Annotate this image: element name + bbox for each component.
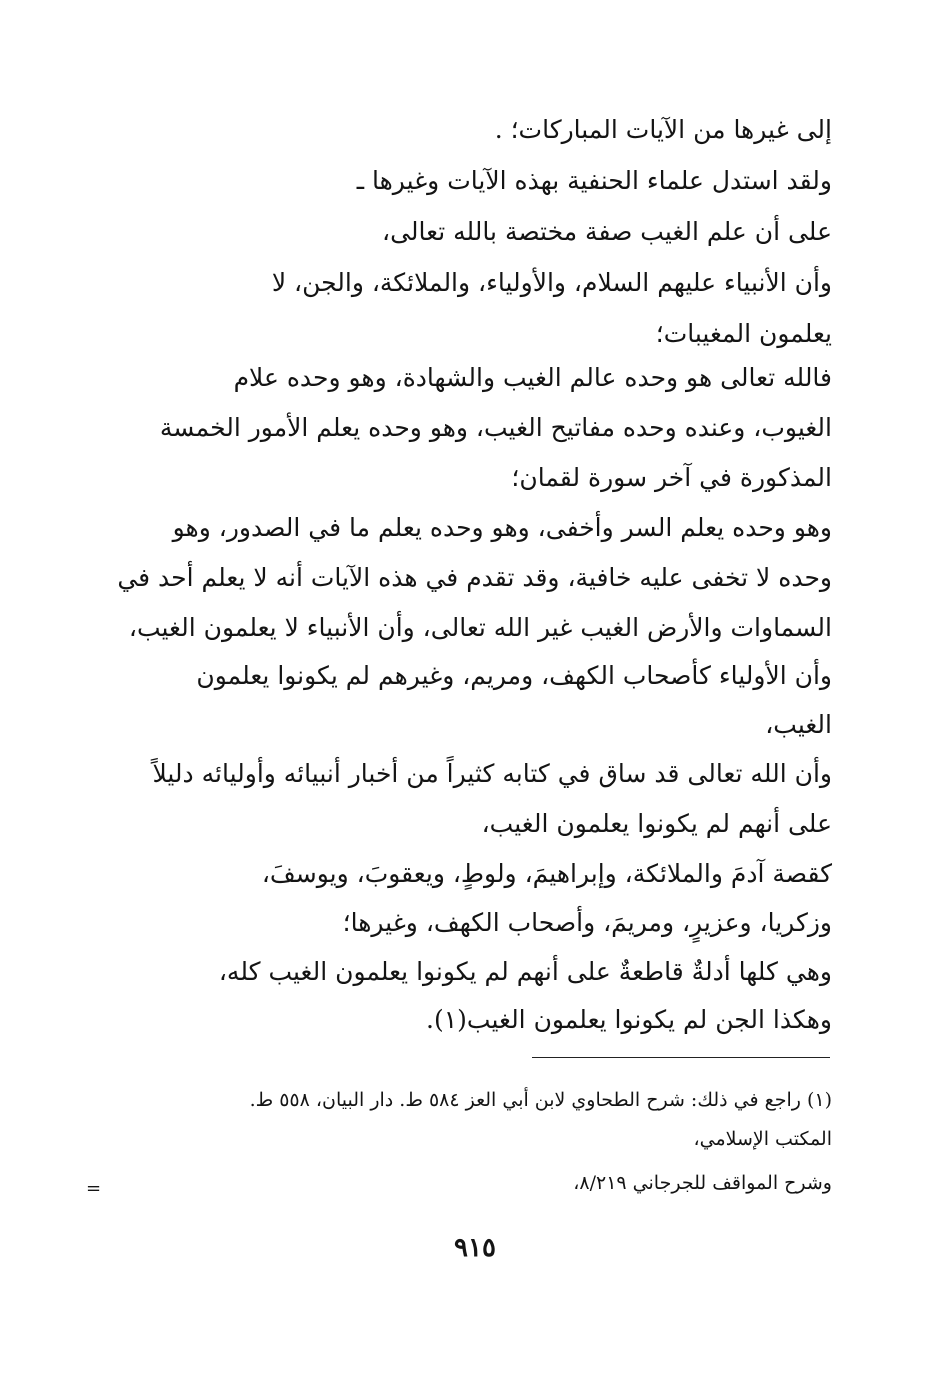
footnote-line-2: المكتب الإسلامي، <box>693 1128 832 1150</box>
body-line-7: الغيوب، وعنده وحده مفاتيح الغيب، وهو وحده يعلم الأمور الخمسة <box>159 413 832 442</box>
body-line-12: وأن الأولياء كأصحاب الكهف، ومريم، وغيرهم لم يكونوا يعلمون <box>196 661 832 690</box>
body-line-5: يعلمون المغيبات؛ <box>655 319 832 348</box>
body-line-1: إلى غيرها من الآيات المباركات؛ . <box>494 115 832 144</box>
body-line-19: وهكذا الجن لم يكونوا يعلمون الغيب(١). <box>426 1005 832 1034</box>
body-line-4: وأن الأنبياء عليهم السلام، والأولياء، والملائكة، والجن، لا <box>271 268 832 297</box>
body-line-13: الغيب، <box>765 710 832 739</box>
page-number: ٩١٥ <box>454 1233 496 1263</box>
edge-mark: = <box>86 1178 102 1199</box>
body-line-15: على أنهم لم يكونوا يعلمون الغيب، <box>481 809 832 838</box>
footnote-separator <box>532 1057 830 1058</box>
body-line-2: ولقد استدل علماء الحنفية بهذه الآيات وغيرها ـ <box>356 166 832 195</box>
body-line-9: وهو وحده يعلم السر وأخفى، وهو وحده يعلم ما في الصدور، وهو <box>172 513 832 542</box>
body-line-8: المذكورة في آخر سورة لقمان؛ <box>511 463 832 492</box>
footnote-line-3: وشرح المواقف للجرجاني ٨/٢١٩، <box>573 1172 832 1194</box>
footnote-line-1: (١) راجع في ذلك: شرح الطحاوي لابن أبي العز ٥٨٤ ط. دار البيان، ٥٥٨ ط. <box>249 1089 832 1111</box>
body-line-18: وهي كلها أدلةٌ قاطعةٌ على أنهم لم يكونوا يعلمون الغيب كله، <box>218 957 832 986</box>
body-line-6: فالله تعالى هو وحده عالم الغيب والشهادة، وهو وحده علام <box>233 363 832 392</box>
body-line-17: وزكريا، وعزيرٍ، ومريمَ، وأصحاب الكهف، وغيرها؛ <box>342 908 832 937</box>
body-line-3: على أن علم الغيب صفة مختصة بالله تعالى، <box>382 217 832 246</box>
body-line-11: السماوات والأرض الغيب غير الله تعالى، وأن الأنبياء لا يعلمون الغيب، <box>128 613 832 642</box>
body-line-10: وحده لا تخفى عليه خافية، وقد تقدم في هذه الآيات أنه لا يعلم أحد في <box>117 563 832 592</box>
body-line-16: كقصة آدمَ والملائكة، وإبراهيمَ، ولوطٍ، ويعقوبَ، ويوسفَ، <box>261 859 832 888</box>
body-line-14: وأن الله تعالى قد ساق في كتابه كثيراً من أخبار أنبيائه وأوليائه دليلاً <box>152 759 832 788</box>
